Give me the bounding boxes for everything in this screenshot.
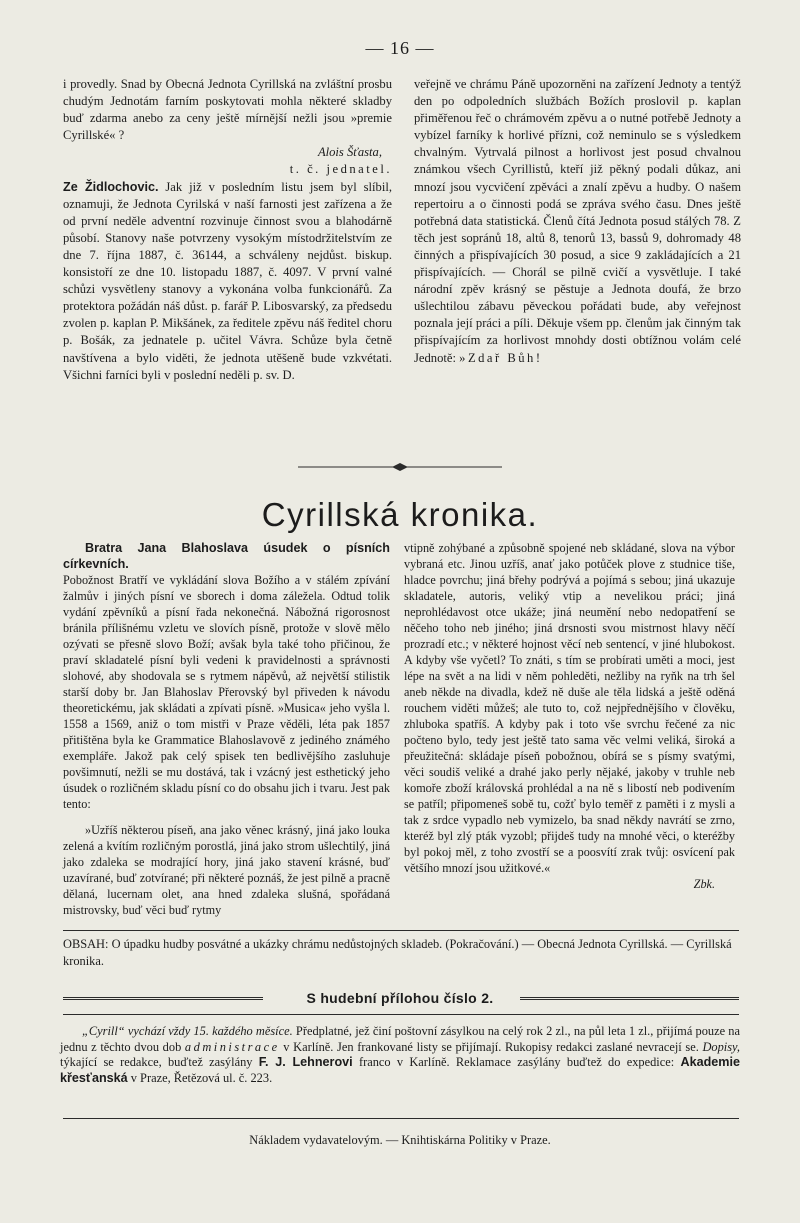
double-rule-right	[520, 997, 739, 1000]
issue-schedule: „Cyrill“ vychází vždy 15. každého měsíce.	[82, 1024, 293, 1038]
column-2	[414, 76, 741, 367]
publisher-text: v Karlíně. Jen frankované listy se přijímají. Rukopisy redakci zaslané nevracejí se.	[283, 1039, 699, 1054]
signature-role: t. č. jednatel.	[289, 162, 392, 177]
paragraph	[63, 540, 390, 812]
contents-text: O úpadku hudby posvátné a ukázky chrámu nedůstojných skladeb. (Pokračování.) — Obecná Jednota Cyrillská. — Cyrillská kronika.	[63, 937, 732, 968]
expedition-name: Akademie křesťanská	[60, 1055, 740, 1085]
divider-rule	[63, 1118, 739, 1119]
divider-rule	[63, 930, 739, 931]
contents-box	[63, 936, 739, 969]
column-1	[63, 76, 392, 384]
page-number: — 16 —	[365, 38, 435, 58]
contents-label: OBSAH:	[63, 937, 109, 951]
publisher-text: franco v Karlíně. Reklamace zasýlány buďtež do expedice:	[358, 1055, 675, 1070]
column-3	[63, 540, 390, 918]
paragraph	[414, 76, 741, 367]
signature-name: Alois Šťasta,	[317, 145, 382, 160]
divider-rule	[63, 1014, 739, 1015]
publisher-text: v Praze, Řetězová ul. č. 223.	[130, 1070, 273, 1085]
closing-greeting: »Zdař Bůh!	[459, 350, 543, 365]
column-4	[404, 540, 735, 892]
article-heading: Bratra Jana Blahoslava úsudek o písních církevních.	[63, 541, 390, 571]
signature: Zbk.	[693, 877, 715, 891]
paragraph: i provedly. Snad by Obecná Jednota Cyrillská na zvláštní prosbu chudým Jednotám farním poskytovati mohla některé skladby buď zdarma anebo za ceny ještě mírnější nežli jsou »premie Cyrillské« ?	[63, 77, 392, 143]
imprint-footer: Nákladem vydavatelovým. — Knihtiskárna Politiky v Praze.	[249, 1133, 551, 1147]
publisher-info	[60, 1024, 740, 1086]
paragraph-text: Pobožnost Bratří ve vykládání slova Božího a v stálém zpívání žalmův i jiných písní ve sborech i doma záležela. Odtud tolik vydání zpěvníků a písní řada nekonečná. Nábožná rigorosnost bránila přílišnému vzletu ve slovích písně, protože v slově mělo ozývati se přesně slovo Boží; avšak byla také toho přičinou, že praví skladatelé písní byli vedeni k pravidelnosti a správnosti slohové, aby shodovala se s rytmem nápěvů, až největší stilistik starší doby br. Jan Blahoslav Přerovský byl přiveden k návodu theoretickému, jak skládati a zpívati písně. »Musica« jeho vyšla l. 1558 a 1569, aniž o tom mistři v Praze věděli, léta pak 1857 přitištěna byla ke Grammatice Blahoslavově z jediného známého exempláře. Jakož pak celý spisek ten bedlivějšího zasluhuje povšimnutí, nežli se mu dostává, tak i vzácný jest esthetický jeho úsudek o rozličném skladu písní co do obsahu jich i tvaru. Jest pak tento:	[63, 573, 390, 811]
publisher-text: Předplatné, jež činí poštovní zásylkou na celý rok 2 zl., na půl leta 1 zl., přijímá pouze na jednu z těchto dvou dob	[60, 1024, 740, 1054]
paragraph-text: veřejně ve chrámu Páně upozorněni na zařízení Jednoty a tentýž den po odpoledních službách Božích proslovil p. kaplan přiměřenou řeč o chrámovém zpěvu a o nutné potřebě Jednoty a vybízel farníky k horlivé přízni, což neminulo se s výsledkem chvalným. Vytrvalá pilnost a horlivost jest posud chvalnou známkou všech Cyrillistů, kteří již pěkný podali důkaz, ani mnozí jsou vycvičení zpěváci a znalí zpěvu a hudby. O našem repertoiru a o činnosti podá se zpráva svého času. Dnes ještě potřebná data statistická. Členů čítá Jednota posud stálých 78. Z těch jest sopránů 18, altů 8, tenorů 13, bassů 9, dohromady 48 činných a přispívajících 30 posud, a sice 9 zakládajících a 21 přispívajících. — Chorál se pilně cvičí a vysvětluje. I také národní zpěv krásný se pěstuje a Jednota doufá, že brzo ušlechtilou zábavu pěveckou pořádati bude, aby veřejnost poznala její práci a píli. Děkuje všem pp. členům jak činným tak přispívajícím za horlivost mnohdy dosti obtížnou volám celé Jednotě:	[414, 77, 741, 365]
administrace-word: administrace	[184, 1039, 280, 1054]
quote-paragraph: »Uzříš některou píseň, ana jako věnec krásný, jiná jako louka zelená a kvítím rozličným porostlá, jiná jako strom ušlechtilý, jiná jako zdaleka se modrající hory, jiná jako stavení krásné, buď uzavírané, buď zotvírané; při některé poznáš, že jest pilně a pracně dělaná, lucernam olet, ana hned zdaleka slušná, spořádaná mistrovsky, buď věci buď rytmy	[63, 823, 390, 917]
editor-name: F. J. Lehnerovi	[258, 1055, 353, 1070]
section-title: Cyrillská kronika.	[261, 496, 539, 533]
dopisy-word: Dopisy,	[702, 1039, 740, 1054]
supplement-notice: S hudební přílohou číslo 2.	[306, 990, 494, 1006]
section-divider-ornament	[0, 457, 800, 477]
publisher-paragraph	[60, 1024, 740, 1086]
quote-continuation: vtipně zohýbané a způsobně spojené neb skládané, slova na výbor vybraná etc. Jinou uzříš, anať jako potůček plove z studnice tiše, hladce povrchu; jiná břehy podrývá a pojímá s sebou; jiná ukazuje skladatele, autoris, veliký vtip a nevelikou práci; jiná neprohlédavost otce ukáže; jiná neumění nebo nedopatření se něčeho toho neb jiného; jiná drsnosti svou mistrnost hlavy něčí prozradí etc.; v některé hojnost věcí neb sentencí, v jiné hlubokost. A kdyby vše vyčetl? To znáti, s tím se probírati uměti a moci, jest lépe na svět a na lidi v něm pohleděti, nežliby na ryňk na trh šel aneb někde na divadla, kdež ně duše ale těla lidská a ještě oděná rouchem viděti můžeš; ale tuto to, což nejpřednějšího v člověku, zhluboka spatříš. A kdyby pak i toto vše svrchu řečené za nic počteno bylo, tedy jest ještě tato sama věc velmi veliká, široká a přeužitečná: skládaje píseň pobožnou, obírá se s písmy svatými, věci soudiš veliké a drahé jako perly nějaké, jakoby v truhle neb komoře zboží královská prohlédal a na ně s libostí neb podivením se patříl; připomeneš sobě tu, cožť bylo teměř z paměti i z mysli a tak z srdce vypadlo neb vymizelo, ba snad někdy navrátí se zrno, kteréž byl zlý pták vyzobl; přijdeš tudy na mnohé věci, o kteréžby byl pokoj měl, z toho zvostří se a poosvítí zrak tvůj: osvícení pak většího mnozí jsou užitkové.«	[404, 541, 735, 875]
publisher-text: týkající se redakce, buďtež zasýlány	[60, 1055, 253, 1070]
paragraph-text: Jak již v posledním listu jsem byl slíbil, oznamuji, že Jednota Cyrilská v naší farnosti jest zařízena a že od první neděle adventní rozvinuje činnost svou a blahodárně působí. Stanovy naše potvrzeny vysokým místodržitelstvím ze dne 7. října 1887, č. 36144, a schváleny nejdůst. biskup. konsistoří ze dne 10. listopadu 1887, č. 4097. V první valné schůzi vysvětleny stanovy a vykonána volba funkcionářů. Za protektora požádán náš důst. p. farář P. Libosvarský, za předsedu zvolen p. kaplan P. Mikšánek, za ředitele zpěvu náš ředitel choru p. Bošák, za jednatele p. učitel Vávra. Schůze byla četně navštívena a bylo viděti, že jednota utěšeně bude vzkvétati. Všichni farníci byli v poslední neděli p. sv. D.	[63, 179, 392, 382]
paragraph-heading: Ze Židlochovic.	[63, 179, 159, 194]
paragraph-zidlochovice	[63, 179, 392, 384]
